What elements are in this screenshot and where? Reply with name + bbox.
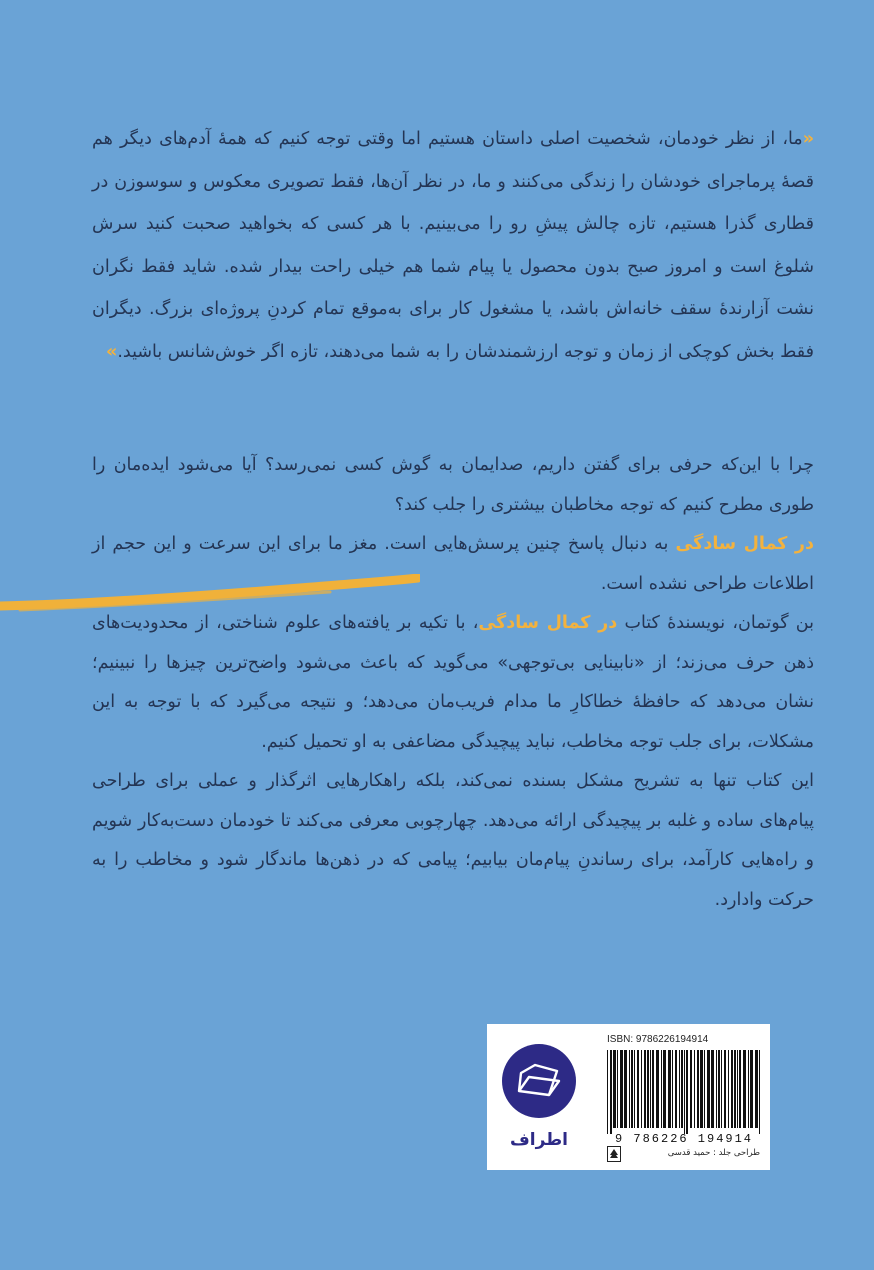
quote-open-mark: « [802, 129, 814, 149]
barcode-bar [721, 1050, 722, 1128]
barcode-bar [641, 1050, 642, 1128]
barcode-bar [748, 1050, 749, 1128]
isbn-digits: 9 786226 194914 [614, 1132, 754, 1146]
barcode-bar [668, 1050, 671, 1128]
barcode-bar [759, 1050, 760, 1134]
barcode-bar [675, 1050, 677, 1128]
barcode-bar [704, 1050, 705, 1128]
barcode-bar [624, 1050, 627, 1128]
folder-icon [515, 1061, 563, 1101]
barcode-bar [684, 1050, 685, 1134]
book-title-highlight: در کمال سادگی [675, 534, 814, 554]
barcode-bar [607, 1050, 608, 1134]
barcode-bar [631, 1050, 633, 1128]
barcode-bar [613, 1050, 616, 1128]
body-paragraph-4: این کتاب تنها به تشریح مشکل بسنده نمی‌کند، بلکه راهکارهایی اثرگذار و عملی برای طراحی پیام‌های ساده و غلبه بر پیچیدگی ارائه می‌دهد. چهارچوبی معرفی می‌کند تا خودمان دست‌به‌کار شویم و راه‌هایی کارآمد، برای رساندنِ پیام‌مان بیابیم؛ پیامی که در ذهن‌ها ماندگار شود و مخاطب را به حرکت وادارد. [92, 771, 814, 910]
body-paragraph-2 [92, 525, 814, 604]
publisher-name: اطراف [510, 1130, 568, 1150]
barcode-bar [750, 1050, 753, 1128]
barcode-bar [716, 1050, 717, 1128]
body-paragraph-2-text: به دنبال پاسخ چنین پرسش‌هایی است. مغز ما برای این سرعت و این حجم از اطلاعات طراحی نشده است. [92, 534, 814, 594]
barcode-bar [644, 1050, 646, 1128]
quote-text: ما، از نظر خودمان، شخصیت اصلی داستان هستیم اما وقتی توجه کنیم که همهٔ آدم‌های دیگر هم قصهٔ پرماجرای خودشان را زندگی می‌کنند و ما، در نظر آن‌ها، فقط تصویری معکوس و سوسوزن در قطاری گذرا هستیم، تازه چالش پیشِ رو را می‌بینیم. با هر کسی که بخواهید صحبت کنید سرش شلوغ است و امروز صبح بدون محصول یا پیام شما هم خیلی راحت بیدار شده. شاید فقط نگران نشت آزارندهٔ سقف خانه‌اش باشد، یا مشغول کار برای به‌موقع تمام کردنِ پروژه‌ای بزرگ. دیگران فقط بخش کوچکی از زمان و توجه ارزشمندشان را به شما می‌دهند، تازه اگر خوش‌شانس باشید. [92, 129, 814, 362]
body-paragraph-3 [92, 604, 814, 762]
body-paragraph-3-text: ، با تکیه بر یافته‌های علوم شناختی، از محدودیت‌های ذهن حرف می‌زند؛ از «نابینایی بی‌توجهی» می‌گوید که باعث می‌شود واضح‌ترین چیزها را نبینیم؛ نشان می‌دهد که حافظهٔ خطاکارِ ما مدام فریب‌مان می‌دهد؛ و نتیجه می‌گیرد که با توجه به این مشکلات، برای جلب توجه مخاطب، نباید پیچیدگی مضاعفی به او تحمیل کنیم. [92, 613, 814, 752]
barcode-bar [724, 1050, 726, 1128]
barcode-bar [743, 1050, 746, 1128]
barcode-bar [737, 1050, 738, 1128]
barcode-bar [686, 1050, 688, 1134]
body-paragraph-1: چرا با این‌که حرفی برای گفتن داریم، صدایمان به گوش کسی نمی‌رسد؟ آیا می‌شود ایده‌مان را طوری مطرح کنیم که توجه مخاطبان بیشتری را جلب کند؟ [92, 455, 814, 515]
barcode-bar [718, 1050, 720, 1128]
book-title-highlight: در کمال سادگی [478, 613, 618, 633]
barcode-bar [634, 1050, 635, 1128]
fsc-tree-icon [607, 1146, 621, 1162]
barcode-bar [694, 1050, 695, 1128]
barcode-bar [620, 1050, 623, 1128]
body-paragraph-3-start: بن گوتمان، نویسندهٔ کتاب [617, 613, 814, 633]
barcode-bar [656, 1050, 659, 1128]
barcode-bar [679, 1050, 680, 1128]
barcode-bar [697, 1050, 699, 1128]
barcode-bar [681, 1050, 683, 1128]
barcode-bar [610, 1050, 612, 1134]
barcode-bar [661, 1050, 662, 1128]
barcode [605, 1050, 763, 1134]
barcode-bar [739, 1050, 741, 1128]
barcode-bar [650, 1050, 651, 1128]
barcode-bar [647, 1050, 649, 1128]
blurb-body [92, 446, 814, 920]
quote-close-mark: » [106, 341, 118, 362]
barcode-bar [672, 1050, 673, 1128]
publisher-logo [502, 1044, 576, 1118]
barcode-bar [707, 1050, 710, 1128]
cover-designer-credit: طراحی جلد : حمید قدسی [667, 1148, 760, 1158]
barcode-bar [617, 1050, 618, 1128]
barcode-bar [728, 1050, 729, 1128]
barcode-bar [652, 1050, 654, 1128]
isbn-label: ISBN: 9786226194914 [607, 1034, 709, 1045]
barcode-bar [711, 1050, 714, 1128]
barcode-bar [700, 1050, 703, 1128]
barcode-bar [690, 1050, 692, 1128]
barcode-bar [663, 1050, 666, 1128]
barcode-bar [734, 1050, 736, 1128]
barcode-bar [731, 1050, 733, 1128]
barcode-bar [637, 1050, 639, 1128]
barcode-bar [755, 1050, 758, 1128]
barcode-panel [487, 1024, 770, 1170]
blurb-quote [92, 118, 814, 373]
barcode-bar [629, 1050, 630, 1128]
